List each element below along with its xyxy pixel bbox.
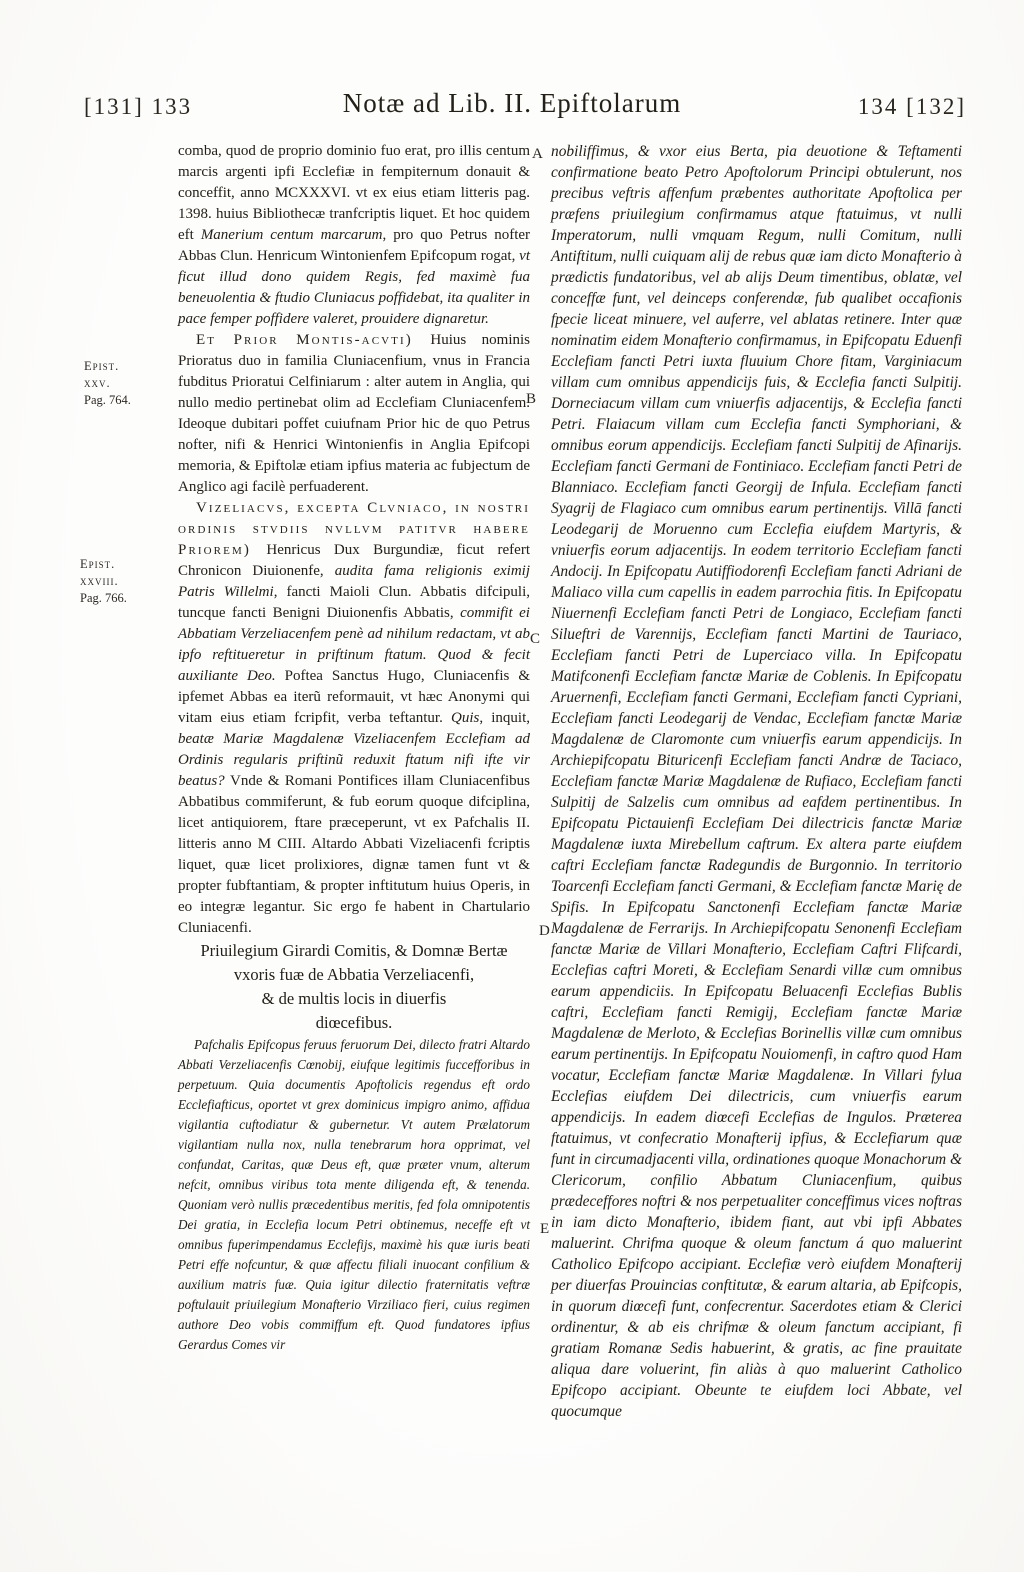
paragraph-epist-xxviii bbox=[178, 498, 530, 939]
text-segment: nobiliffimus, & vxor eius Berta, pia deuotione & Teftamenti confirmatione beato Petro Apoftolorum Principi obtulerunt, nos precibus veftris affenfum præbentes authoritate Apoftolica per præfens priuilegium confirmamus atque ftatuimus, vt nulli Imperatorum, nulli vmquam Regum, nulli Comitum, nulli Antiftitum, nulli cuiquam alij de rebus quæ iam dicto Monafterio à prædictis fundatoribus, vel ab alijs Deum timentibus, oblatæ, vel conceffæ funt, vel deinceps conferendæ, fub qualibet occafionis fpecie liceat minuere, vel auferre, vel ablatas retinere. Inter quæ nominatim eidem Monafterio confirmamus, in Epifcopatu Eduenfi Ecclefiam fancti Petri iuxta fluuium Chore fitam, Varginiacum villam cum omnibus appendicijs fuis, & Ecclefia fancti Sulpitij. Dorneciacum villam cum vniuerfis adjacentijs, & Ecclefia fancti Petri. Flaiacum villam cum Ecclefia fancti Symphoriani, & omnibus eorum appendicijs. Ecclefiam fancti Sulpitij de Afinarijs. Ecclefiam fancti Germani de Fontiniaco. Ecclefiam fancti Petri de Blanniaco. Ecclefiam fancti Georgij de Infula. Ecclefiam fancti Syagrij de Flagiaco cum omnibus earum pertinentijs. Villā fancti Leodegarij de Moruenno cum Ecclefia eiufdem Martyris, & vniuerfis eorum adjacentijs. In eodem territorio Ecclefiam fancti Andocij. In Epifcopatu Autiffiodorenfi Ecclefiam fancti Adriani de Maliaco villa cum capellis in eadem parrochia fitis. In Epifcopatu Niuernenfi Ecclefiam fancti Petri de Longiaco, Ecclefiam fancti Silueftri de Varennijs, Ecclefiam fancti Martini de Tauriaco, Ecclefiam fancti Petri de Luperciaco villa. In Epifcopatu Matifconenfi Ecclefiam fanctæ Mariæ de Coblenis. In Epifcopatu Aruernenfi, Ecclefiam fancti Germani, Ecclefiam fancti Cypriani, Ecclefiam fancti Leodegarij de Vendac, Ecclefiam fanctæ Mariæ Magdalenæ de Claromonte cum vniuerfis earum appendicijs. In Archiepifcopatu Bituricenfi Ecclefiam fancti Andræ de Taciaco, Ecclefiam fanctæ Mariæ Magdalenæ de Rufiaco, Ecclefiam fancti Sulpitij de Salzelis cum omnibus ad eafdem pertinentibus. In Epifcopatu Pictauienfi Ecclefiam Dei dilectricis fanctæ Mariæ Magdalenæ iuxta Mirebellum caftrum. Ex altera parte eiufdem caftri Ecclefiam fanctæ Radegundis de Burgonnio. In territorio Toarcenfi Ecclefiam fancti Germani, & Ecclefiam fanctæ Marię de Spifis. In Epifcopatu Sanctonenfi Ecclefiam fanctæ Mariæ Magdalenæ de Ferrarijs. In Archiepifcopatu Senonenfi Ecclefiam fanctæ Mariæ de Villari Monafterio, Ecclefiam Caftri Flifcardi, Ecclefias caftri Moreti, & Ecclefiam Senardi villæ cum omnibus earum appendiciis. In Epifcopatu Beluacenfi Ecclefias Bublis caftri, Ecclefiam fancti Remigij, Ecclefiam fanctæ Mariæ Magdalenæ de Merloto, & Ecclefias Borinellis villæ cum omnibus earum pertinentijs. In Epifcopatu Nouiomenfi, in caftro quod Ham vocatur, Ecclefiam fanctæ Mariæ Magdalenæ. In Villari fylua Ecclefias eiufdem Dei dilectricis, cum vniuerfis earum appendicijs. In eadem diœcefi Ecclefias de Ingulos. Præterea ftatuimus, vt confecratio Monafterij ipfius, & Ecclefiarum quæ funt in circumadjacenti villa, ordinationes quoque Monachorum & Clericorum, confilio Abbatum Cluniacenfium, quibus prædeceffores noftri & nos perpetualiter conceffimus vices noftras in iam dicto Monafterio, ibidem fiant, aut vbi ipfi Abbates maluerint. Chrifma quoque & oleum fanctum á quo maluerint Catholico Epifcopo accipiant. Ecclefiæ verò eiufdem Monafterij per diuerfas Prouincias conftitutæ, & earum altaria, ab Epifcopis, in quorum diœcefi funt, confecrentur. Sacerdotes etiam & Clerici ordinentur, & ab eis chrifmæ & oleum fanctum accipiant, fi gratiam Romanæ Sedis habuerint, & gratis, ac fine prauitate aliqua dare voluerint, fin aliàs à quo maluerint Catholico Epifcopo accipiant. Obeunte te eiufdem loci Abbate, vel quocumque bbox=[551, 143, 962, 1420]
text-segment: Vizeliacvs, excepta Clvniaco, in nostri ordinis stvdiis nvllvm patitvr habere Priorem) bbox=[178, 500, 530, 558]
page-number-right: 134 [132] bbox=[857, 94, 966, 119]
text-segment: Pafchalis Epifcopus feruus feruorum Dei, dilecto fratri Altardo Abbati Verzeliacenfis Cœnobij, eiufque legitimis fuccefforibus in perpetuum. Quia documentis Apoftolicis regendus eft ordo Ecclefiafticus, oportet vt grex dominicus impigro animo, affidua vigilantia cuftodiatur & gubernetur. Vt autem Prælatorum vigilantiam nulla nox, nulla tenebrarum hora opprimat, vel confundat, Caritas, quæ Deus eft, quæ præter vnum, alterum nefcit, omnibus viribus tota mente diligenda eft, & tenenda. Quoniam verò nullis præcedentibus meritis, fed fola omnipotentis Dei gratia, in Ecclefia locum Petri obtinemus, neceffe eft vt omnibus fuperimpendamus Ecclefijs, maximè his quæ iuris beati Petri effe nofcuntur, & quæ affectu filiali inuocant confilium & auxilium matris fuæ. Quia igitur dilectio fraternitatis veftræ poftulauit priuilegium Monafterio Virziliaco fieri, cuius regimen authore Deo vobis commiffum eft. Quod fundatores ipfius Gerardus Comes vir bbox=[178, 1037, 530, 1352]
note-line: xxviii. bbox=[80, 574, 119, 588]
note-line: Epist. bbox=[84, 359, 120, 373]
text-segment: Poftea Sanctus Hugo, Cluniacenfis & ipfemet Abbas ea iterũ reformauit, vt hæc Anonymi qui vitam eius etiam fcripfit, verba teftantur. bbox=[178, 668, 530, 726]
column-letter-b: B bbox=[526, 391, 537, 407]
column-letter-d: D bbox=[539, 923, 550, 939]
column-letter-a: A bbox=[532, 146, 543, 162]
privilege-heading bbox=[178, 939, 530, 1035]
note-line: Pag. 766. bbox=[80, 591, 127, 605]
column-letter-c: C bbox=[530, 631, 541, 647]
right-column bbox=[551, 141, 962, 1422]
heading-line-3: & de multis locis in diuerfis bbox=[261, 989, 447, 1008]
note-line: xxv. bbox=[84, 376, 111, 390]
heading-line-4: diœcefibus. bbox=[315, 1013, 393, 1032]
heading-line-2: vxoris fuæ de Abbatia Verzeliacenfi, bbox=[233, 965, 475, 984]
text-segment: Manerium centum marcarum bbox=[200, 227, 383, 243]
text-segment: audita fama religionis eximij Patris Willelmi bbox=[178, 563, 530, 600]
heading-line-1: Priuilegium Girardi Comitis, & Domnæ Bertæ bbox=[200, 941, 508, 960]
text-segment: commifit ei Abbatiam Verzeliacenfem penè ad nihilum redactam, vt ab ipfo reftitueretur in priftinum ftatum. Quod & fecit auxiliante Deo. bbox=[178, 605, 530, 684]
text-segment: Et Prior Montis-acvti) bbox=[196, 332, 431, 348]
note-line: Epist. bbox=[80, 557, 116, 571]
text-segment: , fancti Maioli Clun. Abbatis difcipuli, tuncque fancti Benigni Diuionenfis Abbatis, bbox=[178, 584, 530, 621]
paragraph-epist-xxv bbox=[178, 330, 530, 498]
text-segment: Huius nominis Prioratus duo in familia Cluniacenfium, vnus in Francia fubditus Prioratui Celfiniarum : alter autem in Anglia, qui nullo medio pertinebat olim ad Ecclefiam Cluniacenfem. Ideoque dubitari poffet cuiufnam Prior hic de quo Petrus nofter, nifi & Henrici Wintonienfis in Anglia Epifcopi memoria, & Epiftolæ etiam ipfius materia ac fubjectum de Anglico agi facilè perfuaderent. bbox=[178, 332, 530, 495]
papal-bull-paragraph bbox=[178, 1035, 530, 1355]
margin-note-epist-xxv bbox=[84, 358, 176, 409]
text-segment: comba, quod de proprio dominio fuo erat, pro illis centum marcis argenti ipfi Ecclefiæ in fempiternum donauit & conceffit, anno MCXXXVI. vt ex eius etiam litteris pag. 1398. huius Bibliothecæ tranfcriptis liquet. Et hoc quidem eft bbox=[178, 143, 530, 243]
margin-note-epist-xxviii bbox=[80, 556, 172, 607]
text-segment: Vnde & Romani Pontifices illam Cluniacenfibus Abbatibus commiferunt, & fub eorum quoque difciplina, licet antiquiorem, ftare præceperunt, vt ex Pafchalis II. litteris anno M CIII. Altardo Abbati Vizeliacenfi fcriptis liquet, quæ licet prolixiores, dignæ tamen funt vt & propter fubftantiam, & propter inftitutum huius Operis, in eo integræ legantur. Sic ergo fe habent in Chartulario Cluniacenfi. bbox=[178, 773, 530, 936]
column-letter-e: E bbox=[540, 1221, 550, 1237]
note-line: Pag. 764. bbox=[84, 393, 131, 407]
text-segment: beatæ Mariæ Magdalenæ Vizeliacenfem Ecclefiam ad Ordinis regularis priftinũ reduxit ftatum nifi ifte vir beatus? bbox=[178, 731, 530, 789]
text-segment: Quis bbox=[451, 710, 480, 726]
left-column bbox=[178, 141, 530, 1355]
text-segment: , inquit, bbox=[479, 710, 530, 726]
right-column-text bbox=[551, 141, 962, 1422]
text-segment: , pro quo Petrus nofter Abbas Clun. Henricum Wintonienfem Epifcopum rogat, bbox=[178, 227, 531, 264]
text-segment: vt ficut illud dono quidem Regis, fed maximè fua beneuolentia & ftudio Cluniacus poffidebat, ita qualiter in pace femper poffidere valeret, prouidere dignaretur. bbox=[178, 248, 530, 327]
text-segment: Henricus Dux Burgundiæ, ficut refert Chronicon Diuionenfe, bbox=[178, 542, 530, 579]
page-number-left: [131] 133 bbox=[84, 94, 193, 119]
paragraph-comba-continuation bbox=[178, 141, 530, 330]
page-title: Notæ ad Lib. II. Epiftolarum bbox=[342, 88, 682, 118]
